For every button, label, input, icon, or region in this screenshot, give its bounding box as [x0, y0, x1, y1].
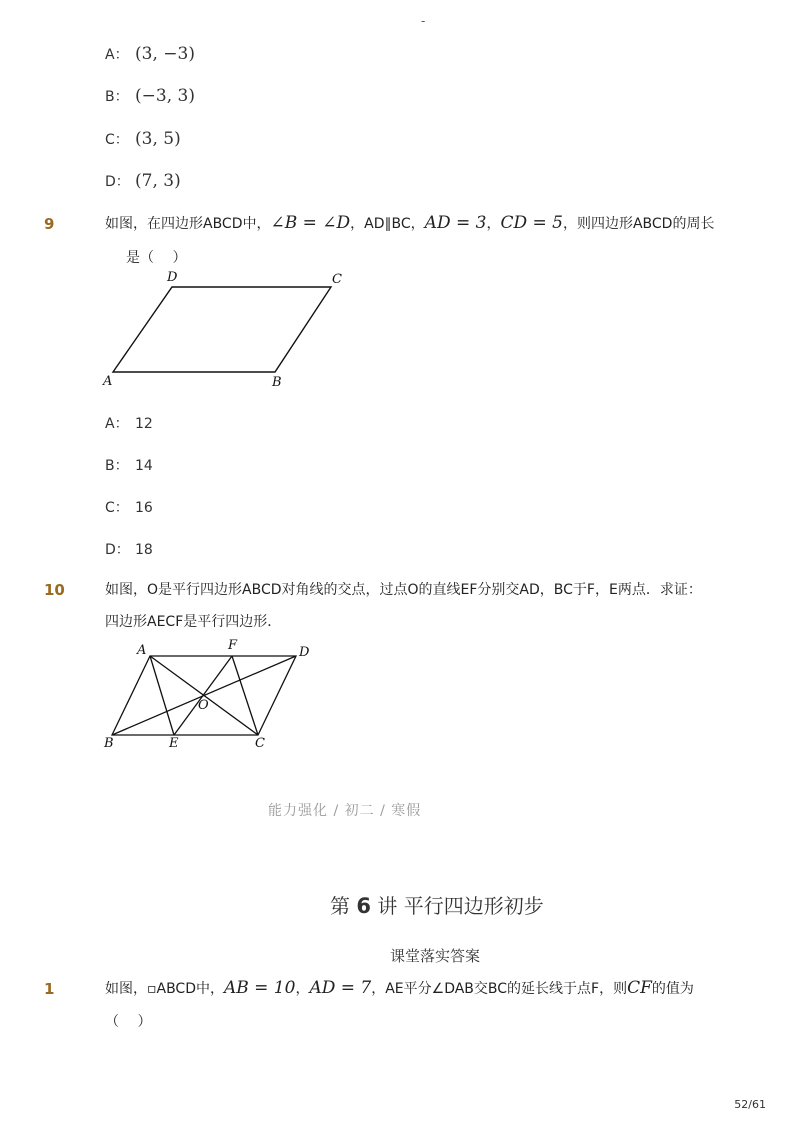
- parallelogram-figure-q9: [100, 266, 360, 391]
- vertex-label-c: C: [332, 272, 342, 287]
- text-run: ，: [486, 216, 501, 232]
- text-run: 如图，▫ABCD中，: [105, 981, 224, 997]
- header-mark: -: [421, 14, 426, 28]
- text-run: 如图，在四边形ABCD中，: [105, 216, 271, 232]
- question-10-text-line2: 四边形AECF是平行四边形．: [105, 614, 282, 630]
- math-run: AD = 7: [309, 978, 372, 998]
- option-label: A：: [105, 47, 129, 63]
- question-number-10: 10: [44, 581, 65, 599]
- option-value: 14: [135, 458, 153, 474]
- option-value: 12: [135, 416, 153, 432]
- answer-number-1: 1: [44, 980, 55, 998]
- option-label: D：: [105, 542, 130, 558]
- math-run: CF: [627, 978, 652, 998]
- vertex-label-c: C: [255, 736, 265, 751]
- text-run: ，则四边形ABCD的周长: [562, 216, 715, 232]
- segment-ae: [150, 656, 174, 735]
- option-label: B：: [105, 458, 129, 474]
- option-value: 18: [135, 542, 153, 558]
- answer-1-text-line2: （ ）: [105, 1014, 152, 1030]
- lesson-title-post: 讲 平行四边形初步: [377, 894, 544, 918]
- q9-option-a: [105, 413, 153, 433]
- segment-ef: [174, 656, 232, 735]
- text-run: ，AD∥BC，: [350, 216, 425, 232]
- q9-option-b: [105, 455, 153, 475]
- segment-fc: [232, 656, 258, 735]
- lesson-title: [330, 890, 544, 919]
- text-run: ，AE平分∠DAB交BC的延长线于点F，则: [371, 981, 628, 997]
- point-label-f: F: [228, 638, 238, 653]
- point-label-e: E: [169, 736, 179, 751]
- vertex-label-b: B: [272, 375, 282, 390]
- option-value: 16: [135, 500, 153, 516]
- option-label: D：: [105, 174, 130, 190]
- vertex-label-d: D: [299, 645, 310, 660]
- lesson-title-number: 6: [356, 894, 371, 918]
- option-value: (3, −3): [135, 44, 195, 64]
- question-10-text-line1: 如图，O是平行四边形ABCD对角线的交点，过点O的直线EF分别交AD，BC于F，E两点．求证：: [105, 582, 702, 598]
- option-label: A：: [105, 416, 129, 432]
- vertex-label-b: B: [104, 736, 114, 751]
- math-run: AD = 3: [424, 213, 487, 233]
- page-footer-breadcrumb: 能力强化 / 初二 / 寒假: [268, 803, 422, 819]
- option-value: (7, 3): [135, 171, 181, 191]
- option-label: C：: [105, 132, 129, 148]
- option-label: B：: [105, 89, 129, 105]
- text-run: 的值为: [651, 981, 694, 997]
- text-run: ，: [295, 981, 310, 997]
- section-subtitle: 课堂落实答案: [390, 947, 481, 965]
- vertex-label-a: A: [103, 374, 113, 389]
- answer-1-text: [105, 978, 694, 999]
- lesson-title-pre: 第: [330, 894, 350, 918]
- vertex-label-a: A: [137, 643, 147, 658]
- parallelogram-shape: [113, 287, 331, 372]
- point-label-o: O: [198, 698, 209, 713]
- diagonal-bd: [112, 656, 296, 735]
- option-label: C：: [105, 500, 129, 516]
- question-number-9: 9: [44, 215, 55, 233]
- q9-option-c: [105, 497, 153, 517]
- option-value: (−3, 3): [135, 86, 195, 106]
- q9-option-d: [105, 539, 153, 559]
- q8-option-b: [105, 86, 195, 106]
- parallelogram-figure-q10: [100, 634, 330, 754]
- q8-option-a: [105, 44, 195, 64]
- question-9-text: [105, 213, 714, 234]
- q8-option-c: [105, 129, 181, 149]
- q8-option-d: [105, 171, 181, 191]
- math-run: CD = 5: [500, 213, 563, 233]
- math-run: ∠B = ∠D: [270, 213, 351, 233]
- question-9-text-line2: 是（ ）: [126, 250, 187, 266]
- math-run: AB = 10: [223, 978, 296, 998]
- option-value: (3, 5): [135, 129, 181, 149]
- vertex-label-d: D: [167, 270, 178, 285]
- page-number: 52/61: [734, 1098, 766, 1111]
